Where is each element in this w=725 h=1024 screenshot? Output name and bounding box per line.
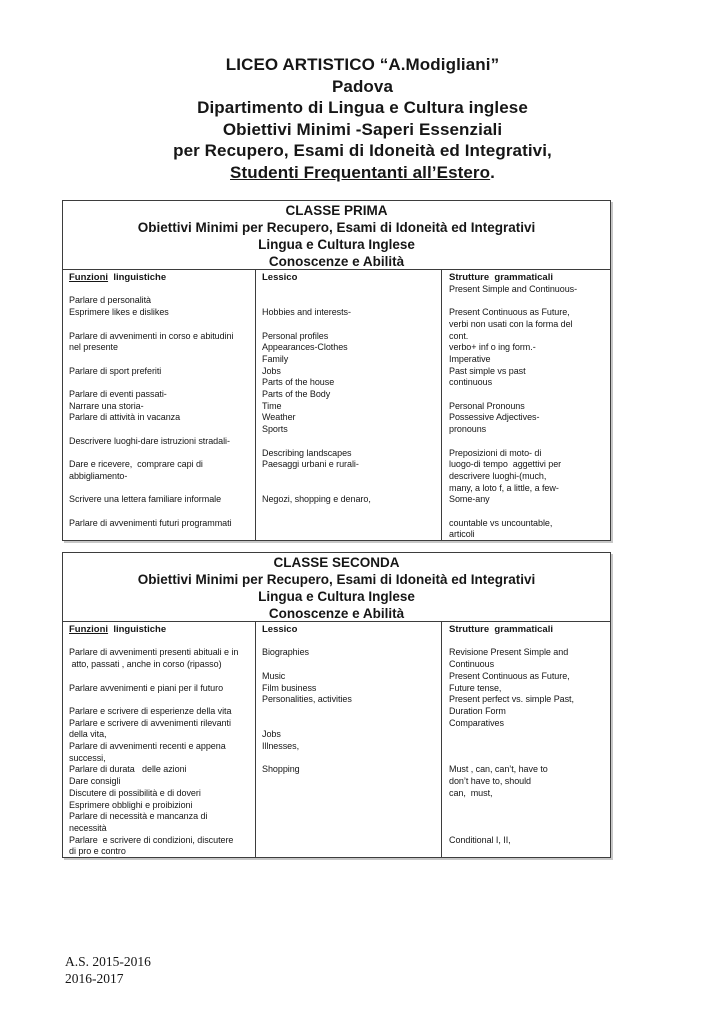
column-header-strutture: [449, 272, 605, 284]
header-rest-part: Lessico: [262, 272, 298, 283]
text-line: [449, 636, 605, 648]
text-line: [449, 729, 605, 741]
text-line: A.S. 2015-2016: [65, 954, 151, 969]
column-header-funzioni: [69, 624, 250, 636]
text-line: Continuous: [449, 659, 495, 670]
text-line: Conditional I, II,: [449, 834, 511, 845]
text-line: [449, 741, 605, 753]
text-line: nel presente: [69, 342, 118, 353]
text-line: verbi non usati con la forma del: [449, 318, 573, 329]
lessico-lines: [262, 284, 436, 506]
text-line: Film business: [262, 682, 317, 693]
text-line: Possessive Adjectives-: [449, 412, 540, 423]
document-title-lines: [0, 54, 725, 162]
text-line: verbo+ inf o ing form.-: [449, 342, 536, 353]
classe-seconda-title: [63, 553, 610, 622]
strutture-lines: [449, 636, 605, 847]
text-line: Music: [262, 670, 286, 681]
title-suffix: .: [490, 162, 495, 182]
text-line: Parlare di attività in vacanza: [69, 412, 181, 423]
text-line: Obiettivi Minimi -Saperi Essenziali: [222, 119, 503, 139]
funzioni-lines: [69, 284, 250, 530]
text-line: successi,: [69, 752, 106, 763]
text-line: [69, 377, 250, 389]
text-line: 2016-2017: [65, 970, 124, 986]
text-line: Parlare di avvenimenti recenti e appena: [69, 741, 226, 752]
text-line: Comparatives: [449, 717, 504, 728]
text-line: Parlare di avvenimenti in corso e abitudini: [69, 330, 234, 341]
classe-seconda-funzioni-cell: [63, 622, 255, 857]
text-line: Dare consigli: [69, 776, 121, 787]
text-line: [69, 636, 250, 648]
text-line: countable vs uncountable,: [449, 517, 553, 528]
text-line: [262, 295, 436, 307]
text-line: Describing landscapes: [262, 447, 352, 458]
text-line: [449, 295, 605, 307]
header-rest-part: Strutture grammaticali: [449, 272, 553, 283]
underlined-title-text: Studenti Frequentanti all’Estero: [230, 162, 491, 182]
text-line: [449, 436, 605, 448]
header-rest-part: linguistiche: [108, 272, 167, 283]
column-header-funzioni: [69, 272, 250, 284]
text-line: per Recupero, Esami di Idoneità ed Integrativi,: [173, 141, 552, 160]
column-header-lessico: [262, 272, 436, 284]
classe-seconda-lessico-cell: [255, 622, 441, 857]
classe-seconda-body: [63, 622, 610, 857]
text-line: [449, 389, 605, 401]
text-line: abbigliamento-: [69, 470, 128, 481]
text-line: Narrare una storia-: [69, 400, 144, 411]
text-line: Weather: [262, 412, 296, 423]
header-rest-part: Strutture grammaticali: [449, 624, 553, 635]
text-line: [69, 424, 250, 436]
text-line: della vita,: [69, 729, 107, 740]
text-line: di pro e contro: [69, 846, 126, 857]
text-line: Present Simple and Continuous-: [449, 283, 578, 294]
text-line: Time: [262, 400, 282, 411]
text-line: Descrivere luoghi-dare istruzioni stradali-: [69, 435, 230, 446]
text-line: many, a loto f, a little, a few-: [449, 482, 559, 493]
text-line: cont.: [449, 330, 469, 341]
text-line: continuous: [449, 377, 493, 388]
text-line: Jobs: [262, 729, 281, 740]
text-line: Sports: [262, 424, 288, 435]
text-line: Parlare di avvenimenti futuri programmati: [69, 517, 232, 528]
text-line: Duration Form: [449, 705, 506, 716]
classe-prima-funzioni-cell: [63, 270, 255, 540]
text-line: CLASSE PRIMA: [285, 203, 388, 218]
text-line: Obiettivi Minimi per Recupero, Esami di Idoneità ed Integrativi: [137, 220, 536, 235]
text-line: CLASSE SECONDA: [273, 555, 400, 570]
text-line: descrivere luoghi-(much,: [449, 470, 547, 481]
text-line: [262, 483, 436, 495]
text-line: [449, 506, 605, 518]
text-line: can, must,: [449, 787, 493, 798]
text-line: Biographies: [262, 647, 309, 658]
text-line: Must , can, can’t, have to: [449, 764, 548, 775]
text-line: [262, 659, 436, 671]
classe-prima-body: [63, 270, 610, 540]
text-line: Personal profiles: [262, 330, 329, 341]
text-line: [449, 753, 605, 765]
text-line: Personalities, activities: [262, 694, 352, 705]
text-line: Appearances-Clothes: [262, 342, 348, 353]
text-line: Lingua e Cultura Inglese: [258, 237, 415, 252]
text-line: Parts of the house: [262, 377, 335, 388]
lessico-lines: [262, 636, 436, 776]
text-line: pronouns: [449, 424, 487, 435]
text-line: Parlare di necessità e mancanza di: [69, 811, 208, 822]
text-line: Present Continuous as Future,: [449, 670, 570, 681]
text-line: Family: [262, 353, 289, 364]
text-line: [449, 811, 605, 823]
header-underlined-part: Funzioni: [69, 624, 109, 635]
classe-seconda-table: [62, 552, 611, 858]
text-line: Conoscenze e Abilità: [268, 606, 405, 621]
text-line: Preposizioni di moto- di: [449, 447, 542, 458]
header-underlined-part: Funzioni: [69, 272, 109, 283]
text-line: Parlare avvenimenti e piani per il futuro: [69, 682, 224, 693]
text-line: Lingua e Cultura Inglese: [258, 589, 415, 604]
classe-prima-strutture-cell: [441, 270, 610, 540]
text-line: Past simple vs past: [449, 365, 526, 376]
text-line: Shopping: [262, 764, 300, 775]
text-line: Parlare e scrivere di condizioni, discutere: [69, 834, 234, 845]
document-title: [0, 54, 725, 183]
text-line: Some-any: [449, 494, 490, 505]
text-line: Present perfect vs. simple Past,: [449, 694, 574, 705]
text-line: Present Continuous as Future,: [449, 307, 570, 318]
document-title-underlined-line: [0, 162, 725, 184]
text-line: Parlare e scrivere di esperienze della vita: [69, 705, 232, 716]
text-line: Esprimere obblighi e proibizioni: [69, 799, 193, 810]
text-line: atto, passati , anche in corso (ripasso): [69, 659, 222, 670]
column-header-strutture: [449, 624, 605, 636]
text-line: Parlare d personalità: [69, 295, 151, 306]
text-line: [262, 718, 436, 730]
text-line: [449, 800, 605, 812]
classe-seconda-strutture-cell: [441, 622, 610, 857]
text-line: Scrivere una lettera familiare informale: [69, 494, 222, 505]
text-line: Padova: [331, 76, 394, 96]
text-line: [262, 436, 436, 448]
text-line: Parlare di eventi passati-: [69, 389, 167, 400]
text-line: Obiettivi Minimi per Recupero, Esami di Idoneità ed Integrativi: [137, 572, 536, 587]
text-line: [69, 448, 250, 460]
text-line: articoli: [449, 529, 475, 540]
text-line: Imperative: [449, 353, 491, 364]
text-line: Hobbies and interests-: [262, 307, 351, 318]
text-line: Revisione Present Simple and: [449, 647, 569, 658]
text-line: Dare e ricevere, comprare capi di: [69, 459, 203, 470]
text-line: [262, 636, 436, 648]
text-line: Future tense,: [449, 682, 502, 693]
text-line: Illnesses,: [262, 741, 300, 752]
text-line: [262, 319, 436, 331]
text-line: [449, 823, 605, 835]
text-line: [262, 471, 436, 483]
classe-prima-lessico-cell: [255, 270, 441, 540]
text-line: Personal Pronouns: [449, 400, 525, 411]
header-rest-part: linguistiche: [108, 624, 167, 635]
text-line: Paesaggi urbani e rurali-: [262, 459, 359, 470]
strutture-lines: [449, 284, 605, 540]
text-line: Negozi, shopping e denaro,: [262, 494, 371, 505]
text-line: [69, 506, 250, 518]
text-line: [69, 319, 250, 331]
text-line: Jobs: [262, 365, 281, 376]
text-line: [69, 483, 250, 495]
text-line: Discutere di possibilità e di doveri: [69, 787, 201, 798]
text-line: Esprimere likes e dislikes: [69, 307, 169, 318]
text-line: luogo-di tempo aggettivi per: [449, 459, 562, 470]
text-line: Parlare di durata delle azioni: [69, 764, 187, 775]
text-line: Parlare e scrivere di avvenimenti rilevanti: [69, 717, 231, 728]
text-line: [262, 284, 436, 296]
text-line: [69, 694, 250, 706]
text-line: [69, 354, 250, 366]
text-line: [69, 671, 250, 683]
text-line: Parlare di sport preferiti: [69, 365, 162, 376]
classe-prima-table: [62, 200, 611, 541]
text-line: [262, 706, 436, 718]
text-line: Parlare di avvenimenti presenti abituali e in: [69, 647, 239, 658]
text-line: necessità: [69, 822, 107, 833]
funzioni-lines: [69, 636, 250, 857]
text-line: LICEO ARTISTICO “A.Modigliani”: [225, 55, 500, 74]
text-line: [262, 753, 436, 765]
text-line: [69, 284, 250, 296]
school-year-footer: [65, 954, 151, 987]
column-header-lessico: [262, 624, 436, 636]
header-rest-part: Lessico: [262, 624, 298, 635]
text-line: Conoscenze e Abilità: [268, 254, 405, 269]
classe-prima-title: [63, 201, 610, 270]
text-line: don’t have to, should: [449, 776, 532, 787]
text-line: Dipartimento di Lingua e Cultura inglese: [197, 98, 528, 117]
text-line: Parts of the Body: [262, 389, 331, 400]
